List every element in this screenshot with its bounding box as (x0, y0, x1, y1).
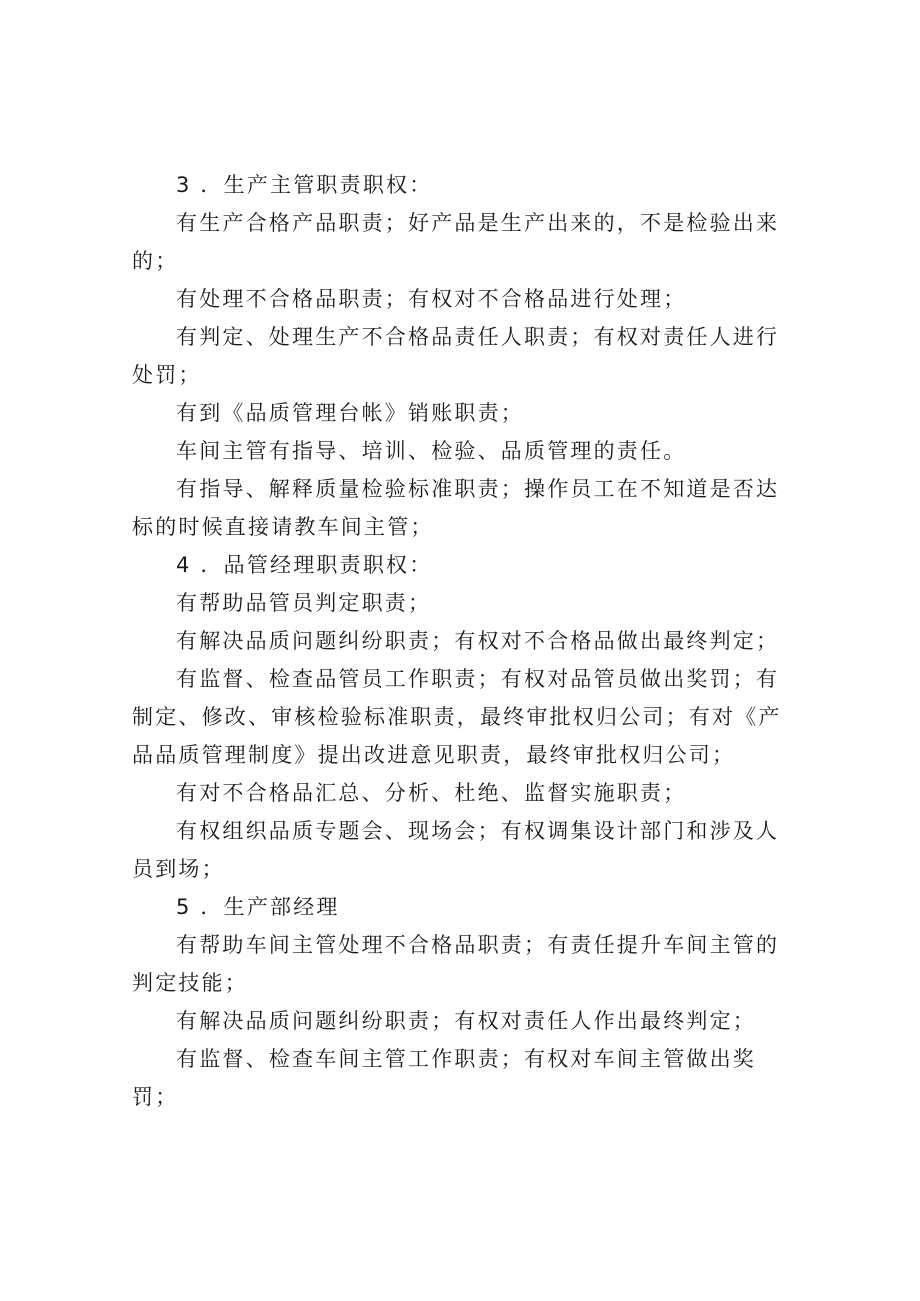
document-body (132, 166, 782, 1116)
paragraph: 有指导、解释质量检验标准职责；操作员工在不知道是否达标的时候直接请教车间主管； (132, 477, 780, 539)
paragraph: 有对不合格品汇总、分析、杜绝、监督实施职责； (176, 781, 687, 805)
paragraph: 有帮助品管员判定职责； (176, 591, 432, 615)
paragraph: 有处理不合格品职责；有权对不合格品进行处理； (176, 287, 687, 311)
paragraph: 有判定、处理生产不合格品责任人职责；有权对责任人进行处罚； (132, 325, 780, 387)
paragraph: 有解决品质问题纠纷职责；有权对不合格品做出最终判定； (176, 629, 780, 653)
section-heading-production-supervisor: 3 ．生产主管职责职权： (176, 173, 433, 197)
paragraph: 有帮助车间主管处理不合格品职责；有责任提升车间主管的判定技能； (132, 933, 780, 995)
paragraph: 有权组织品质专题会、现场会；有权调集设计部门和涉及人员到场； (132, 819, 780, 881)
paragraph: 有到《品质管理台帐》销账职责； (176, 401, 524, 425)
paragraph: 有监督、检查车间主管工作职责；有权对车间主管做出奖罚； (132, 1047, 756, 1109)
paragraph: 有解决品质问题纠纷职责；有权对责任人作出最终判定； (176, 1009, 756, 1033)
paragraph: 车间主管有指导、培训、检验、品质管理的责任。 (176, 439, 687, 463)
paragraph: 有生产合格产品职责；好产品是生产出来的，不是检验出来的； (132, 211, 780, 273)
section-heading-qc-manager: 4 ．品管经理职责职权： (176, 553, 433, 577)
paragraph: 有监督、检查品管员工作职责；有权对品管员做出奖罚；有制定、修改、审核检验标准职责，最终审批权归公司；有对《产品品质管理制度》提出改进意见职责，最终审批权归公司； (132, 667, 782, 767)
section-heading-production-manager: 5 ．生产部经理 (176, 895, 340, 919)
